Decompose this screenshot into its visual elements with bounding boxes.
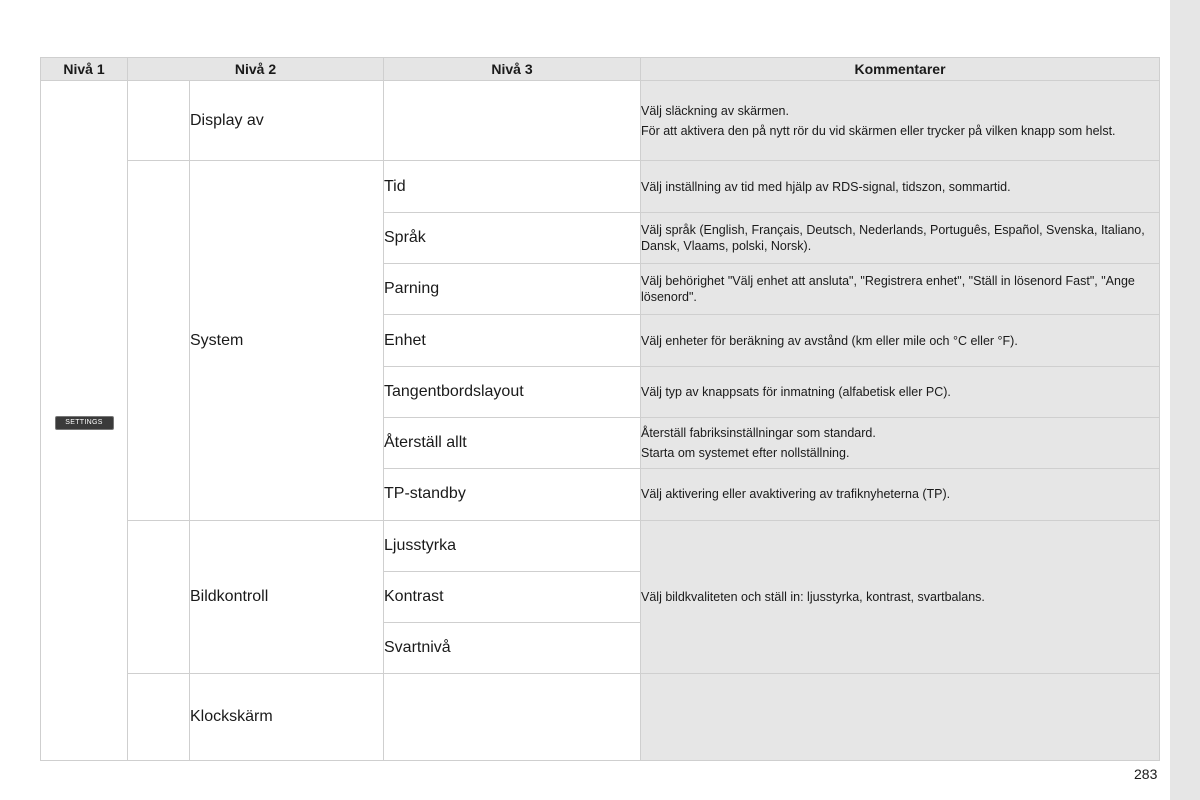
level3-language: Språk [384, 212, 641, 263]
settings-menu-table [40, 57, 1160, 761]
level2-display-off: Display av [190, 81, 384, 161]
comment-language: Välj språk (English, Français, Deutsch, Nederlands, Português, Español, Svenska, Italiano, Dansk, Vlaams, polski, Norsk). [641, 212, 1160, 263]
level3-pairing: Parning [384, 264, 641, 315]
level3-time: Tid [384, 161, 641, 212]
comment-unit: Välj enheter för beräkning av avstånd (km eller mile och °C eller °F). [641, 315, 1160, 366]
comment-pairing: Välj behörighet "Välj enhet att ansluta", "Registrera enhet", "Ställ in lösenord Fast", "Ange lösenord". [641, 264, 1160, 315]
comment-picture-control: Välj bildkvaliteten och ställ in: ljusstyrka, kontrast, svartbalans. [641, 520, 1160, 674]
level3-keyboard-layout: Tangentbordslayout [384, 366, 641, 417]
level3-brightness: Ljusstyrka [384, 520, 641, 571]
comment-line: För att aktivera den på nytt rör du vid skärmen eller trycker på vilken knapp som helst. [641, 123, 1116, 138]
level3-black-level: Svartnivå [384, 623, 641, 674]
comment-reset-all [641, 417, 1160, 468]
level3-contrast: Kontrast [384, 571, 641, 622]
level1-cell [41, 81, 128, 761]
level2-system: System [190, 161, 384, 520]
comment-tp-standby: Välj aktivering eller avaktivering av trafiknyheterna (TP). [641, 469, 1160, 520]
table-row [41, 81, 1160, 161]
comment-line: Starta om systemet efter nollställning. [641, 446, 850, 461]
comment-empty [641, 674, 1160, 761]
level3-empty [384, 81, 641, 161]
spacer-cell [128, 674, 190, 761]
spacer-cell [128, 520, 190, 674]
comment-display-off [641, 81, 1160, 161]
comment-time: Välj inställning av tid med hjälp av RDS-signal, tidszon, sommartid. [641, 161, 1160, 212]
comment-line: Återställ fabriksinställningar som standard. [641, 426, 876, 441]
level3-tp-standby: TP-standby [384, 469, 641, 520]
level2-picture-control: Bildkontroll [190, 520, 384, 674]
header-level2: Nivå 2 [128, 58, 384, 81]
table-row [41, 161, 1160, 212]
level3-reset-all: Återställ allt [384, 417, 641, 468]
spacer-cell [128, 161, 190, 520]
header-row [41, 58, 1160, 81]
table-row [41, 674, 1160, 761]
header-comments: Kommentarer [641, 58, 1160, 81]
level3-unit: Enhet [384, 315, 641, 366]
header-level1: Nivå 1 [41, 58, 128, 81]
spacer-cell [128, 81, 190, 161]
level3-empty [384, 674, 641, 761]
level2-clock-screen: Klockskärm [190, 674, 384, 761]
settings-button-icon: SETTINGS [55, 416, 114, 430]
table-row [41, 520, 1160, 571]
comment-keyboard-layout: Välj typ av knappsats för inmatning (alfabetisk eller PC). [641, 366, 1160, 417]
header-level3: Nivå 3 [384, 58, 641, 81]
page-edge-bar [1170, 0, 1200, 800]
comment-line: Välj släckning av skärmen. [641, 103, 789, 118]
page-number: 283 [1134, 766, 1158, 782]
